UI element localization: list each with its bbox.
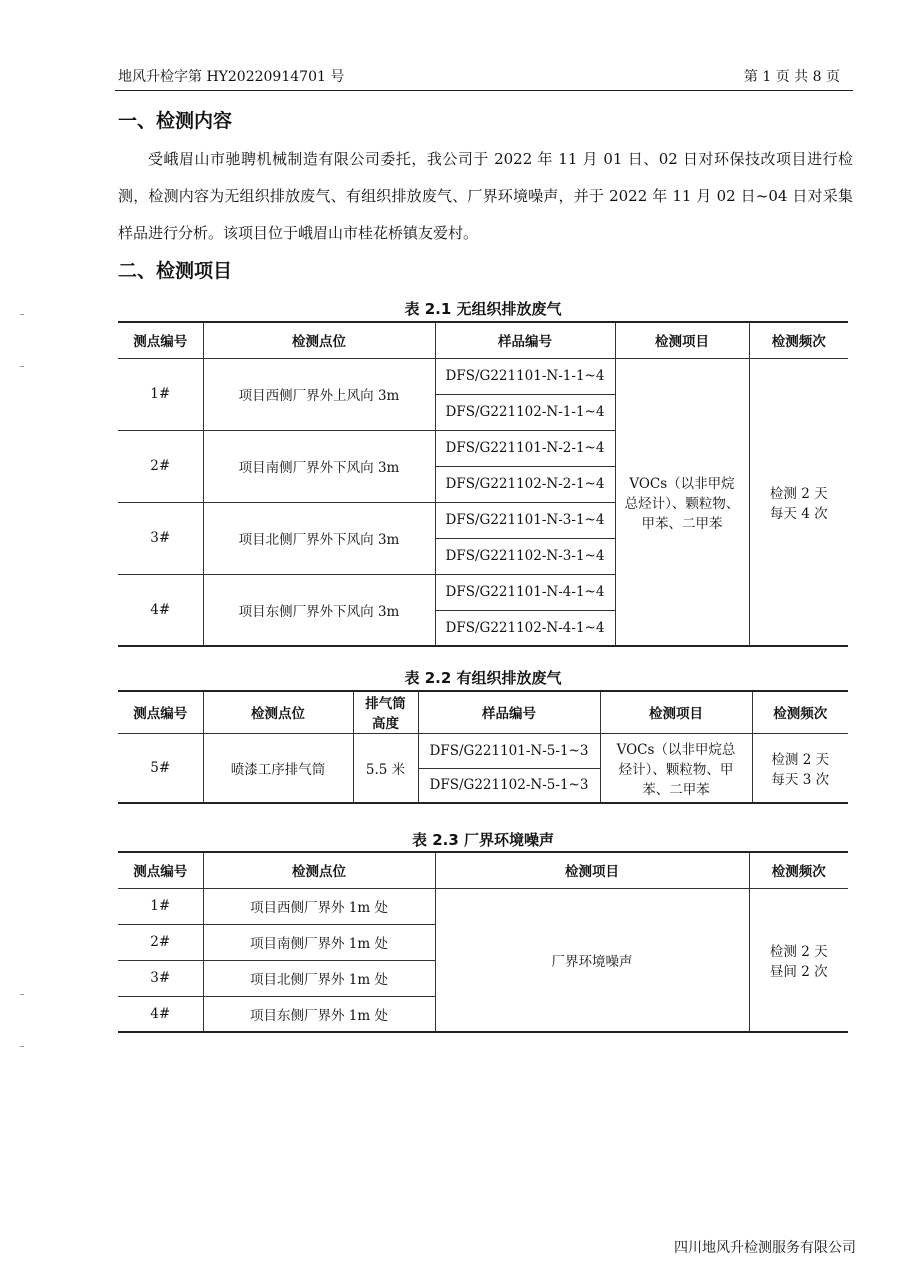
section-title-items: 二、检测项目: [118, 260, 233, 282]
frequency-line: 检测 2 天: [769, 485, 828, 502]
company-footer: 四川地风升检测服务有限公司: [674, 1240, 856, 1256]
location-cell: 项目西侧厂界外 1m 处: [203, 888, 435, 924]
header-cell: 检测点位: [203, 852, 435, 888]
location-cell: 项目南侧厂界外 1m 处: [203, 924, 435, 960]
table3-caption: 表 2.3 厂界环境噪声: [411, 831, 555, 849]
height-cell: 5.5 米: [353, 733, 418, 803]
frequency-cell: [749, 358, 848, 646]
location-cell: 项目东侧厂界外下风向 3m: [203, 574, 435, 646]
point-cell: 1#: [118, 888, 203, 924]
scan-mark: [20, 366, 24, 367]
header-cell: 检测项目: [600, 691, 752, 733]
point-cell: 1#: [118, 358, 203, 430]
header-cell: 样品编号: [418, 691, 600, 733]
header-cell: 检测项目: [435, 852, 749, 888]
table3-boundary-noise: [118, 851, 848, 1033]
items-line: 苯、二甲苯: [642, 781, 710, 798]
table1-caption: 表 2.1 无组织排放废气: [404, 300, 562, 318]
frequency-line: 每天 3 次: [771, 771, 830, 788]
table2-organized-emission: [118, 690, 848, 804]
location-cell: 项目南侧厂界外下风向 3m: [203, 430, 435, 502]
frequency-line: 检测 2 天: [771, 751, 830, 768]
header-cell: [353, 691, 418, 733]
sample-cell: DFS/G221101-N-3-1~4: [435, 502, 615, 538]
table-row: [118, 733, 848, 768]
sample-cell: DFS/G221102-N-1-1~4: [435, 394, 615, 430]
point-cell: 3#: [118, 960, 203, 996]
header-cell: 测点编号: [118, 691, 203, 733]
items-line: 甲苯、二甲苯: [641, 515, 723, 532]
sample-cell: DFS/G221101-N-5-1~3: [418, 733, 600, 768]
header-line: 排气筒: [365, 696, 406, 713]
point-cell: 4#: [118, 996, 203, 1032]
point-cell: 3#: [118, 502, 203, 574]
location-cell: 喷漆工序排气筒: [203, 733, 353, 803]
scan-mark: [20, 994, 24, 995]
items-line: 烃计）、颗粒物、甲: [618, 761, 734, 778]
table-header-row: [118, 852, 848, 888]
header-cell: 检测点位: [203, 322, 435, 358]
header-line: 高度: [372, 716, 399, 733]
header-cell: 测点编号: [118, 322, 203, 358]
frequency-line: 检测 2 天: [769, 943, 828, 960]
frequency-cell: [752, 733, 848, 803]
table-header-row: [118, 691, 848, 733]
table1-fugitive-emission: [118, 321, 848, 647]
point-cell: 2#: [118, 430, 203, 502]
sample-cell: DFS/G221102-N-2-1~4: [435, 466, 615, 502]
frequency-cell: [749, 888, 848, 1032]
header-cell: 检测项目: [615, 322, 749, 358]
content-paragraph: [118, 141, 853, 252]
header-cell: 检测频次: [749, 322, 848, 358]
paragraph-text: 受峨眉山市驰聘机械制造有限公司委托，我公司于 2022 年 11 月 01 日、02 日对环保技改项目进行检测，检测内容为无组织排放废气、有组织排放废气、厂界环境噪声，并于 2022 年 11 月 02 日~04 日对采集样品进行分析。该项目位于峨眉山市桂花桥镇友爱村。: [118, 150, 853, 242]
sample-cell: DFS/G221101-N-1-1~4: [435, 358, 615, 394]
point-cell: 2#: [118, 924, 203, 960]
items-line: VOCs（以非甲烷: [629, 475, 735, 492]
point-cell: 5#: [118, 733, 203, 803]
frequency-line: 每天 4 次: [769, 505, 828, 522]
location-cell: 项目西侧厂界外上风向 3m: [203, 358, 435, 430]
page-info: 第 1 页 共 8 页: [743, 69, 840, 85]
sample-cell: DFS/G221102-N-3-1~4: [435, 538, 615, 574]
location-cell: 项目北侧厂界外 1m 处: [203, 960, 435, 996]
sample-cell: DFS/G221101-N-4-1~4: [435, 574, 615, 610]
header-cell: 样品编号: [435, 322, 615, 358]
report-number: 地风升检字第 HY20220914701 号: [118, 69, 345, 85]
point-cell: 4#: [118, 574, 203, 646]
scan-mark: [20, 1046, 24, 1047]
items-line: 总烃计）、颗粒物、: [624, 495, 740, 512]
items-cell: [600, 733, 752, 803]
header-cell: 测点编号: [118, 852, 203, 888]
table-row: [118, 888, 848, 924]
items-cell: 厂界环境噪声: [435, 888, 749, 1032]
items-cell: [615, 358, 749, 646]
frequency-line: 昼间 2 次: [769, 963, 828, 980]
table2-caption: 表 2.2 有组织排放废气: [404, 669, 562, 687]
header-cell: 检测频次: [752, 691, 848, 733]
header-cell: 检测频次: [749, 852, 848, 888]
sample-cell: DFS/G221101-N-2-1~4: [435, 430, 615, 466]
location-cell: 项目东侧厂界外 1m 处: [203, 996, 435, 1032]
table-header-row: [118, 322, 848, 358]
table-row: [118, 358, 848, 394]
header-divider: [115, 90, 853, 91]
items-line: VOCs（以非甲烷总: [616, 741, 736, 758]
section-title-content: 一、检测内容: [118, 110, 233, 132]
scan-mark: [20, 314, 24, 315]
sample-cell: DFS/G221102-N-5-1~3: [418, 768, 600, 803]
header-cell: 检测点位: [203, 691, 353, 733]
location-cell: 项目北侧厂界外下风向 3m: [203, 502, 435, 574]
sample-cell: DFS/G221102-N-4-1~4: [435, 610, 615, 646]
